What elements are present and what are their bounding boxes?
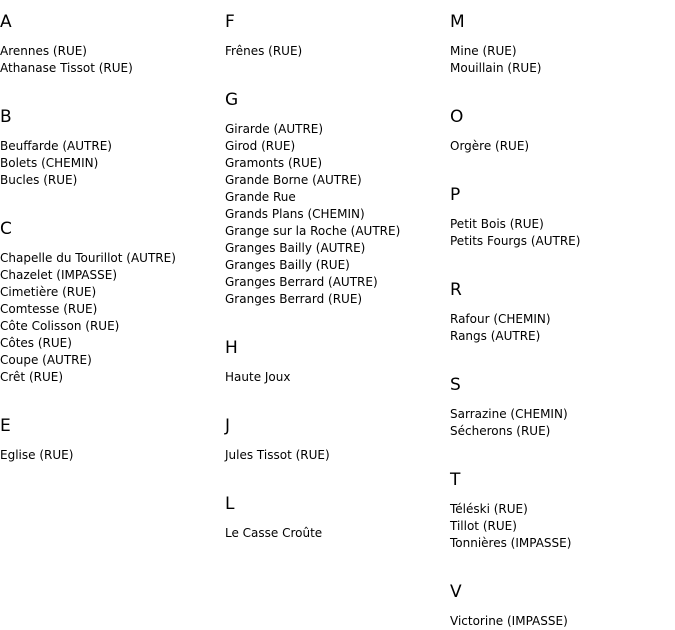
street-link[interactable]: Chazelet (IMPASSE) bbox=[0, 268, 118, 282]
street-link[interactable]: Bucles (RUE) bbox=[0, 173, 78, 187]
letter-group-t bbox=[450, 470, 670, 570]
group-spacer bbox=[0, 77, 220, 95]
group-letter-heading: L bbox=[225, 494, 235, 514]
group-letter-heading: C bbox=[0, 219, 12, 239]
street-list bbox=[450, 501, 670, 552]
street-list bbox=[0, 250, 220, 386]
street-link[interactable]: Petit Bois (RUE) bbox=[450, 217, 544, 231]
group-letter-heading: G bbox=[225, 90, 239, 110]
street-link[interactable]: Athanase Tissot (RUE) bbox=[0, 61, 133, 75]
group-letter-heading: T bbox=[450, 470, 461, 490]
street-column-2 bbox=[225, 0, 445, 542]
street-link[interactable]: Jules Tissot (RUE) bbox=[225, 448, 330, 462]
group-letter-heading: H bbox=[225, 338, 238, 358]
street-link[interactable]: Mouillain (RUE) bbox=[450, 61, 542, 75]
street-column-1 bbox=[0, 0, 220, 464]
group-spacer bbox=[225, 464, 445, 482]
letter-group-a bbox=[0, 12, 220, 95]
letter-group-o bbox=[450, 107, 670, 173]
street-link[interactable]: Granges Berrard (AUTRE) bbox=[225, 275, 378, 289]
letter-group-m bbox=[450, 12, 670, 95]
letter-group-e bbox=[0, 416, 220, 464]
street-list bbox=[0, 138, 220, 189]
street-link[interactable]: Cimetière (RUE) bbox=[0, 285, 97, 299]
letter-group-c bbox=[0, 219, 220, 404]
street-link[interactable]: Grande Borne (AUTRE) bbox=[225, 173, 362, 187]
group-letter-heading: A bbox=[0, 12, 12, 32]
street-link[interactable]: Victorine (IMPASSE) bbox=[450, 614, 568, 628]
letter-group-s bbox=[450, 375, 670, 458]
street-link[interactable]: Arennes (RUE) bbox=[0, 44, 87, 58]
group-spacer bbox=[225, 308, 445, 326]
street-link[interactable]: Petits Fourgs (AUTRE) bbox=[450, 234, 581, 248]
group-letter-heading: M bbox=[450, 12, 465, 32]
group-spacer bbox=[0, 189, 220, 207]
street-link[interactable]: Rafour (CHEMIN) bbox=[450, 312, 551, 326]
group-letter-heading: O bbox=[450, 107, 464, 127]
street-list bbox=[0, 43, 220, 77]
street-link[interactable]: Téléski (RUE) bbox=[450, 502, 528, 516]
street-link[interactable]: Chapelle du Tourillot (AUTRE) bbox=[0, 251, 176, 265]
street-link[interactable]: Granges Bailly (RUE) bbox=[225, 258, 350, 272]
group-spacer bbox=[450, 250, 670, 268]
group-spacer bbox=[225, 60, 445, 78]
street-link[interactable]: Beuffarde (AUTRE) bbox=[0, 139, 112, 153]
street-link[interactable]: Orgère (RUE) bbox=[450, 139, 530, 153]
group-spacer bbox=[450, 77, 670, 95]
street-link[interactable]: Girod (RUE) bbox=[225, 139, 296, 153]
street-link[interactable]: Granges Bailly (AUTRE) bbox=[225, 241, 366, 255]
street-link[interactable]: Frênes (RUE) bbox=[225, 44, 303, 58]
street-link[interactable]: Grange sur la Roche (AUTRE) bbox=[225, 224, 401, 238]
group-spacer bbox=[450, 552, 670, 570]
street-list bbox=[450, 311, 670, 345]
letter-group-p bbox=[450, 185, 670, 268]
street-link[interactable]: Mine (RUE) bbox=[450, 44, 517, 58]
letter-group-r bbox=[450, 280, 670, 363]
group-spacer bbox=[450, 155, 670, 173]
street-list bbox=[0, 447, 220, 464]
letter-group-f bbox=[225, 12, 445, 78]
street-list bbox=[225, 525, 445, 542]
group-spacer bbox=[0, 386, 220, 404]
street-link[interactable]: Crêt (RUE) bbox=[0, 370, 64, 384]
street-link[interactable]: Côte Colisson (RUE) bbox=[0, 319, 120, 333]
street-link[interactable]: Coupe (AUTRE) bbox=[0, 353, 92, 367]
street-list bbox=[225, 369, 445, 386]
street-link[interactable]: Comtesse (RUE) bbox=[0, 302, 98, 316]
street-link[interactable]: Sécherons (RUE) bbox=[450, 424, 551, 438]
street-link[interactable]: Bolets (CHEMIN) bbox=[0, 156, 99, 170]
letter-group-j bbox=[225, 416, 445, 482]
street-list bbox=[450, 406, 670, 440]
street-list bbox=[450, 43, 670, 77]
group-spacer bbox=[450, 345, 670, 363]
street-link[interactable]: Eglise (RUE) bbox=[0, 448, 74, 462]
letter-group-h bbox=[225, 338, 445, 404]
group-letter-heading: S bbox=[450, 375, 461, 395]
street-list bbox=[225, 447, 445, 464]
letter-group-l bbox=[225, 494, 445, 542]
group-letter-heading: P bbox=[450, 185, 461, 205]
street-link[interactable]: Gramonts (RUE) bbox=[225, 156, 323, 170]
street-list bbox=[450, 216, 670, 250]
street-link[interactable]: Grande Rue bbox=[225, 190, 296, 204]
street-column-3 bbox=[450, 0, 670, 630]
street-link[interactable]: Grands Plans (CHEMIN) bbox=[225, 207, 365, 221]
street-list bbox=[450, 138, 670, 155]
street-link[interactable]: Tillot (RUE) bbox=[450, 519, 517, 533]
street-link[interactable]: Sarrazine (CHEMIN) bbox=[450, 407, 568, 421]
letter-group-b bbox=[0, 107, 220, 207]
street-link[interactable]: Tonnières (IMPASSE) bbox=[450, 536, 572, 550]
group-spacer bbox=[450, 440, 670, 458]
street-link[interactable]: Côtes (RUE) bbox=[0, 336, 72, 350]
letter-group-g bbox=[225, 90, 445, 326]
street-link[interactable]: Girarde (AUTRE) bbox=[225, 122, 324, 136]
street-list bbox=[225, 43, 445, 60]
street-link[interactable]: Le Casse Croûte bbox=[225, 526, 323, 540]
street-link[interactable]: Granges Berrard (RUE) bbox=[225, 292, 363, 306]
letter-group-v bbox=[450, 582, 670, 630]
group-spacer bbox=[225, 386, 445, 404]
group-letter-heading: V bbox=[450, 582, 462, 602]
street-list bbox=[450, 613, 670, 630]
group-letter-heading: R bbox=[450, 280, 462, 300]
street-list bbox=[225, 121, 445, 308]
group-letter-heading: E bbox=[0, 416, 11, 436]
group-letter-heading: J bbox=[225, 416, 231, 436]
street-link[interactable]: Haute Joux bbox=[225, 370, 291, 384]
street-link[interactable]: Rangs (AUTRE) bbox=[450, 329, 541, 343]
group-letter-heading: B bbox=[0, 107, 12, 127]
group-letter-heading: F bbox=[225, 12, 235, 32]
